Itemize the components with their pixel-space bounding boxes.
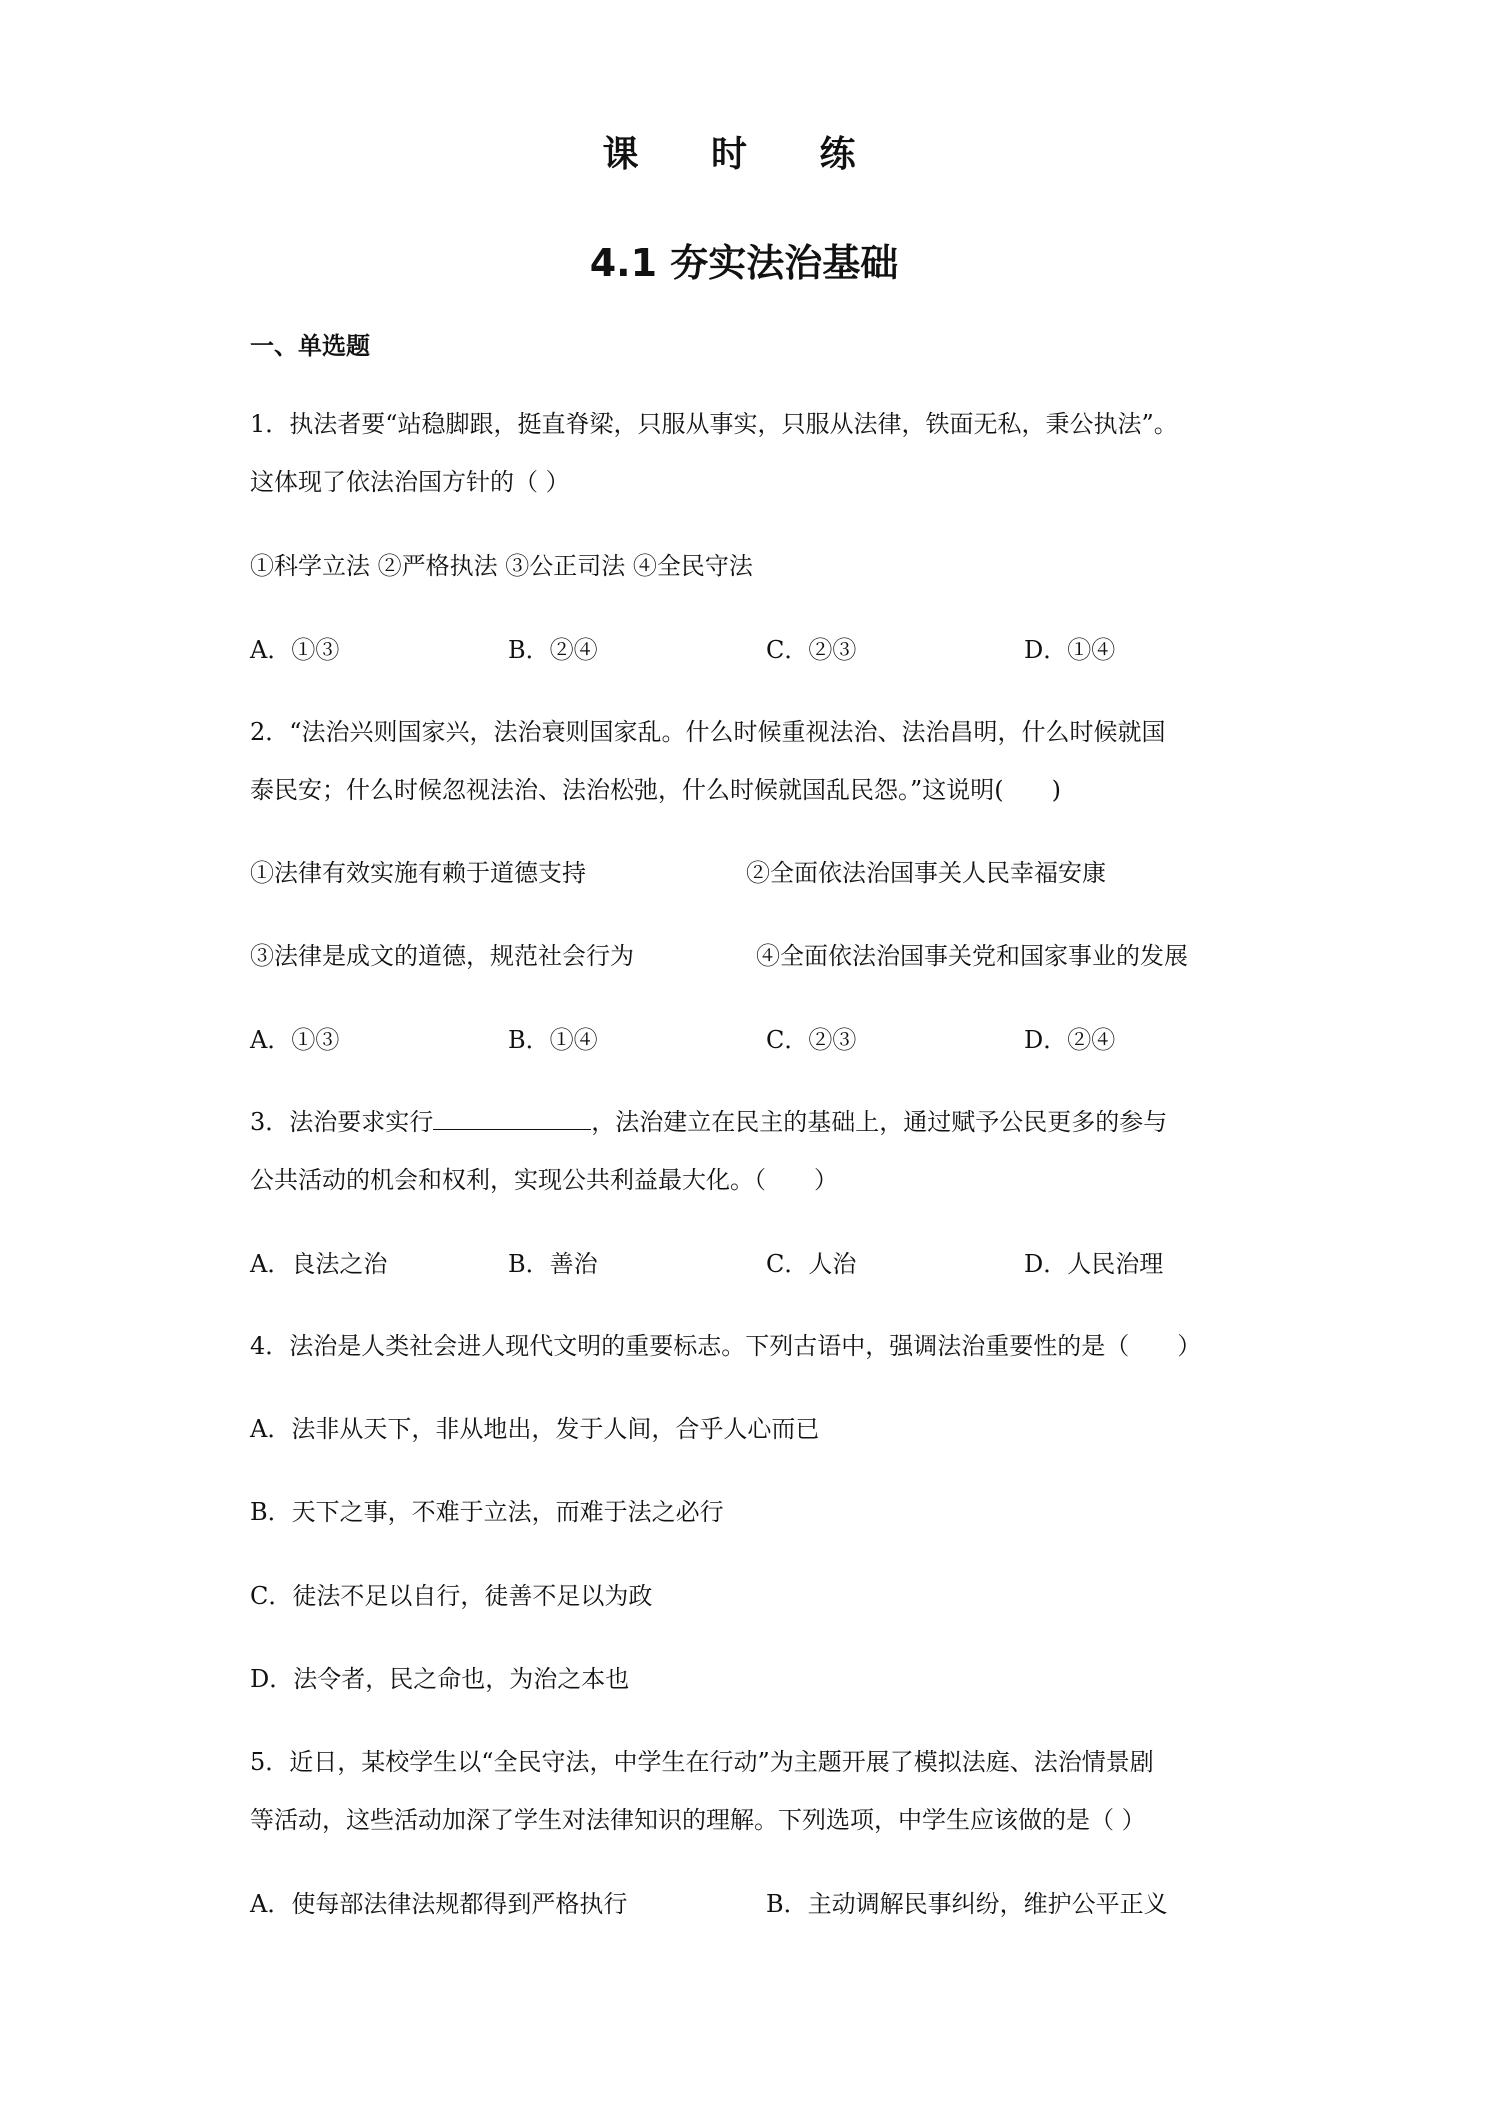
question-3-option-b: B．善治 [508,1250,598,1278]
question-5-option-b: B．主动调解民事纠纷，维护公平正义 [766,1890,1168,1918]
lesson-title: 4.1 夯实法治基础 [589,241,899,285]
question-1-option-d: D．①④ [1024,636,1116,664]
question-2-item-4: ④全面依法治国事关党和国家事业的发展 [756,942,1188,970]
answer-blank [433,1109,591,1130]
question-2-option-b: B．①④ [508,1026,598,1054]
question-2-option-a: A．①③ [250,1026,340,1054]
question-3-option-a: A．良法之治 [250,1250,388,1278]
question-3-option-c: C．人治 [766,1250,857,1278]
question-2-option-d: D．②④ [1024,1026,1116,1054]
question-5-option-a: A．使每部法律法规都得到严格执行 [250,1890,628,1918]
question-3-text-before-blank: 3．法治要求实行 [250,1108,434,1136]
question-4-option-c: C．徒法不足以自行，徒善不足以为政 [250,1582,653,1610]
question-3-line-1 [250,1102,1167,1137]
question-5-line-2: 等活动，这些活动加深了学生对法律知识的理解。下列选项，中学生应该做的是（ ） [250,1806,1146,1834]
question-4-option-a: A．法非从天下，非从地出，发于人间，合乎人心而已 [250,1415,820,1443]
question-3-line-2: 公共活动的机会和权利，实现公共利益最大化。（ ） [250,1166,838,1194]
question-1-items: ①科学立法 ②严格执法 ③公正司法 ④全民守法 [250,552,753,580]
section-heading: 一、单选题 [250,332,370,360]
question-5-line-1: 5．近日，某校学生以“全民守法，中学生在行动”为主题开展了模拟法庭、法治情景剧 [250,1748,1154,1776]
question-4-option-d: D．法令者，民之命也，为治之本也 [250,1665,630,1693]
question-2-option-c: C．②③ [766,1026,857,1054]
question-2-line-1: 2．“法治兴则国家兴，法治衰则国家乱。什么时候重视法治、法治昌明，什么时候就国 [250,718,1166,746]
page-title: 课 时 练 [602,134,886,175]
question-3-text-after-blank: ，法治建立在民主的基础上，通过赋予公民更多的参与 [591,1108,1168,1136]
question-1-option-c: C．②③ [766,636,857,664]
question-4-line-1: 4．法治是人类社会进人现代文明的重要标志。下列古语中，强调法治重要性的是（ ） [250,1332,1202,1360]
question-3-option-d: D．人民治理 [1024,1250,1164,1278]
question-2-item-2: ②全面依法治国事关人民幸福安康 [746,859,1106,887]
question-1-option-a: A．①③ [250,636,340,664]
question-1-line-2: 这体现了依法治国方针的（ ） [250,468,570,496]
question-1-line-1: 1．执法者要“站稳脚跟，挺直脊梁，只服从事实，只服从法律，铁面无私，秉公执法”。 [250,410,1178,438]
question-2-item-3: ③法律是成文的道德，规范社会行为 [250,942,634,970]
question-1-option-b: B．②④ [508,636,598,664]
question-4-option-b: B．天下之事，不难于立法，而难于法之必行 [250,1498,724,1526]
question-2-line-2: 泰民安；什么时候忽视法治、法治松弛，什么时候就国乱民怨。”这说明( ) [250,776,1061,804]
question-2-item-1: ①法律有效实施有赖于道德支持 [250,859,586,887]
